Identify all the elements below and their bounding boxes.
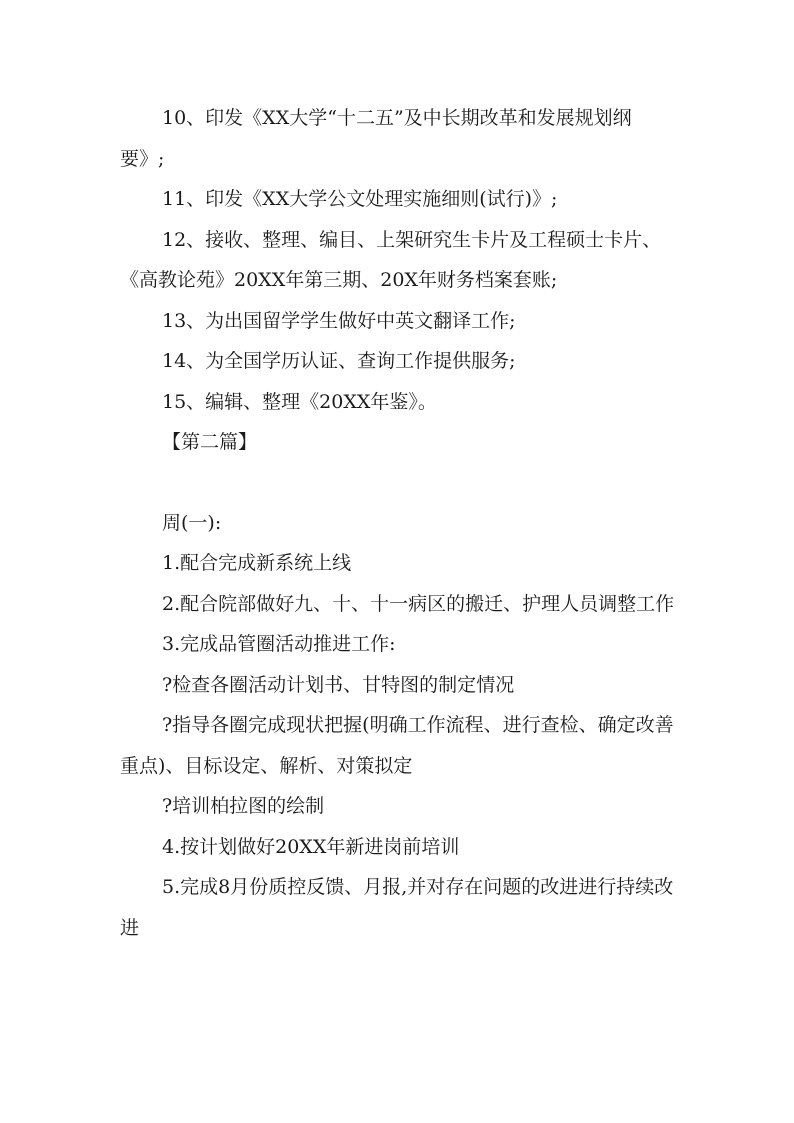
spacer xyxy=(120,463,676,503)
list-item: 13、为出国留学学生做好中英文翻译工作; xyxy=(162,309,516,332)
document-body xyxy=(120,98,676,948)
list-item: 15、编辑、整理《20XX年鉴》。 xyxy=(162,390,437,413)
list-item: ?检查各圈活动计划书、甘特图的制定情况 xyxy=(162,673,515,696)
list-item: 4.按计划做好20XX年新进岗前培训 xyxy=(162,835,460,858)
list-item: 11、印发《XX大学公文处理实施细则(试行)》; xyxy=(162,188,558,210)
section-heading: 【第二篇】 xyxy=(162,431,258,453)
list-item: 10、印发《XX大学“十二五”及中长期改革和发展规划纲要》; xyxy=(120,107,632,170)
list-item: ?培训柏拉图的绘制 xyxy=(162,795,325,817)
list-item: 3.完成品管圈活动推进工作: xyxy=(162,633,396,655)
list-item: 2.配合院部做好九、十、十一病区的搬迁、护理人员调整工作 xyxy=(162,592,675,615)
list-item: 1.配合完成新系统上线 xyxy=(162,552,352,574)
week-label: 周(一): xyxy=(162,511,222,534)
list-item: 5.完成8月份质控反馈、月报,并对存在问题的改进进行持续改进 xyxy=(120,876,674,939)
list-item: 12、接收、整理、编目、上架研究生卡片及工程硕士卡片、《高教论苑》20XX年第三期、20X年财务档案套账; xyxy=(120,228,662,291)
list-item: 14、为全国学历认证、查询工作提供服务; xyxy=(162,350,516,372)
list-item: ?指导各圈完成现状把握(明确工作流程、进行查检、确定改善重点)、目标设定、解析、对策拟定 xyxy=(120,714,674,777)
